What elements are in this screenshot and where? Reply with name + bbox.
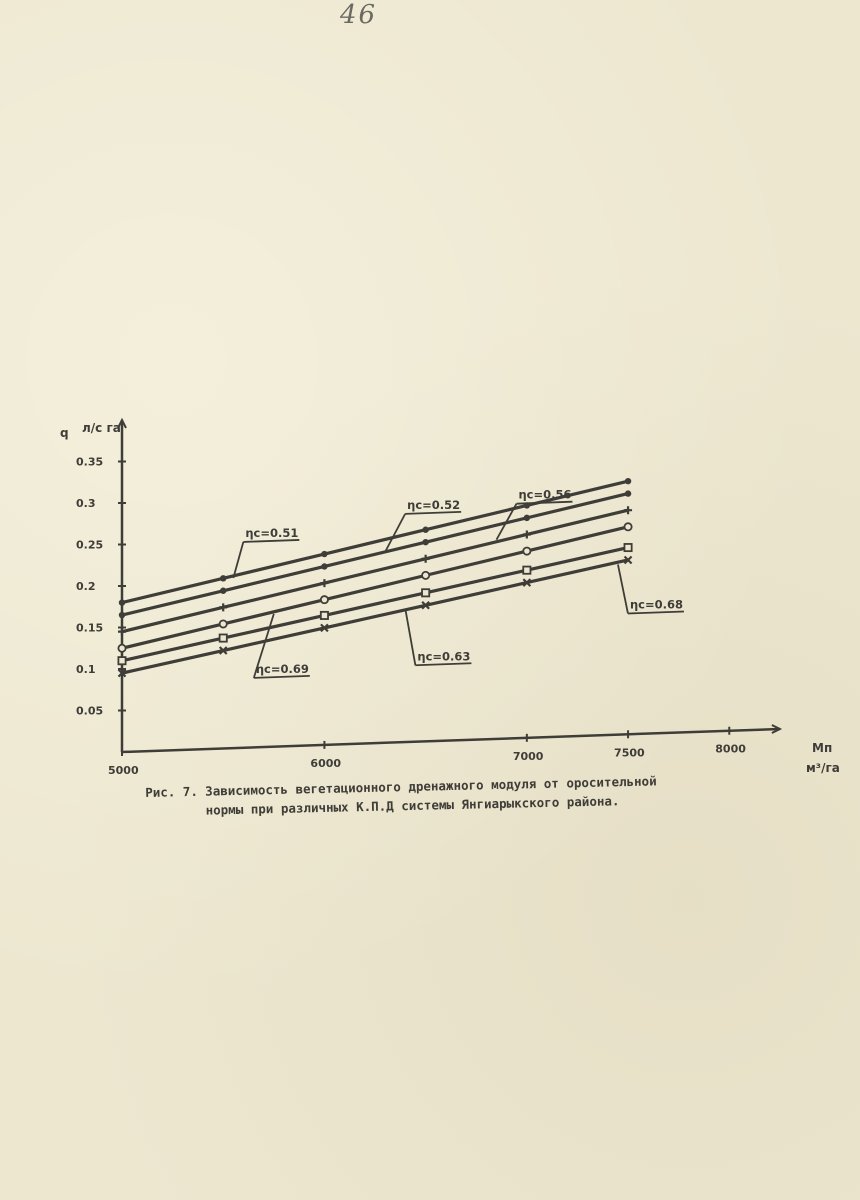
x-tick-label: 6000 xyxy=(310,756,342,770)
annotation-label: ηс=0.51 xyxy=(245,525,299,540)
y-tick-label: 0.05 xyxy=(76,704,104,718)
series-2-point xyxy=(422,539,428,545)
x-tick-label: 5000 xyxy=(108,764,139,777)
page-number: 46 xyxy=(340,0,378,30)
series-5-point xyxy=(523,567,530,574)
series-line-3 xyxy=(122,510,628,631)
annotation-label: ηс=0.68 xyxy=(629,597,683,612)
series-2-point xyxy=(119,612,125,618)
x-axis-line xyxy=(122,729,780,752)
annotation-leader xyxy=(618,564,628,613)
annotation-label: ηс=0.52 xyxy=(407,497,461,512)
y-axis-symbol: q xyxy=(60,426,69,440)
series-3-point xyxy=(422,555,430,563)
series-3-point xyxy=(320,579,328,587)
annotation-leader xyxy=(405,609,415,665)
series-4-point xyxy=(422,572,429,579)
annotation-label: ηс=0.69 xyxy=(255,661,309,676)
series-3-point xyxy=(523,530,531,538)
series-1-point xyxy=(321,551,327,557)
series-3-point xyxy=(118,628,126,636)
y-tick-label: 0.1 xyxy=(76,663,96,676)
series-5-point xyxy=(624,544,631,551)
series-4-point xyxy=(220,620,227,627)
series-1-point xyxy=(220,575,226,581)
figure-label: Рис. 7. xyxy=(145,783,199,800)
series-3-point xyxy=(219,603,227,611)
caption-line-1: Зависимость вегетационного дренажного модуля от оросительной xyxy=(205,773,657,799)
series-4-point xyxy=(118,645,125,652)
series-line-2 xyxy=(122,494,628,615)
x-tick-label: 8000 xyxy=(715,742,746,756)
series-4-point xyxy=(523,547,530,554)
x-tick-label: 7000 xyxy=(512,749,544,763)
series-2-point xyxy=(321,563,327,569)
series-5-point xyxy=(220,634,227,641)
x-axis-symbol: Мп xyxy=(812,741,833,755)
y-axis-unit: л/с га xyxy=(82,421,121,435)
x-tick-label: 7500 xyxy=(614,746,645,760)
series-2-point xyxy=(524,515,530,521)
series-1-point xyxy=(625,478,631,484)
annotation-underline xyxy=(405,512,461,514)
series-5-point xyxy=(118,657,125,664)
annotation-underline xyxy=(254,676,310,678)
series-line-5 xyxy=(122,548,628,664)
series-2-point xyxy=(625,490,631,496)
series-4-point xyxy=(321,596,328,603)
annotation-label: ηс=0.63 xyxy=(417,649,471,664)
annotation-label: ηс=0.56 xyxy=(518,487,572,502)
series-3-point xyxy=(624,506,632,514)
series-1-point xyxy=(119,599,125,605)
caption-line-2: нормы при различных К.П.Д системы Янгиарыкского района. xyxy=(205,793,620,818)
series-5-point xyxy=(321,612,328,619)
y-tick-label: 0.2 xyxy=(76,580,96,593)
series-1-point xyxy=(422,527,428,533)
y-tick-label: 0.25 xyxy=(76,538,104,552)
series-line-4 xyxy=(122,527,628,648)
x-axis-unit: м³/га xyxy=(806,761,840,775)
series-2-point xyxy=(220,588,226,594)
series-5-point xyxy=(422,589,429,596)
y-tick-label: 0.15 xyxy=(76,621,104,635)
series-4-point xyxy=(624,523,631,530)
series-line-6 xyxy=(122,560,628,673)
y-tick-label: 0.35 xyxy=(76,455,104,469)
annotation-underline xyxy=(628,611,684,613)
annotation-underline xyxy=(516,502,572,504)
annotation-underline xyxy=(243,540,299,542)
y-tick-label: 0.3 xyxy=(76,497,96,510)
annotation-underline xyxy=(415,663,471,665)
